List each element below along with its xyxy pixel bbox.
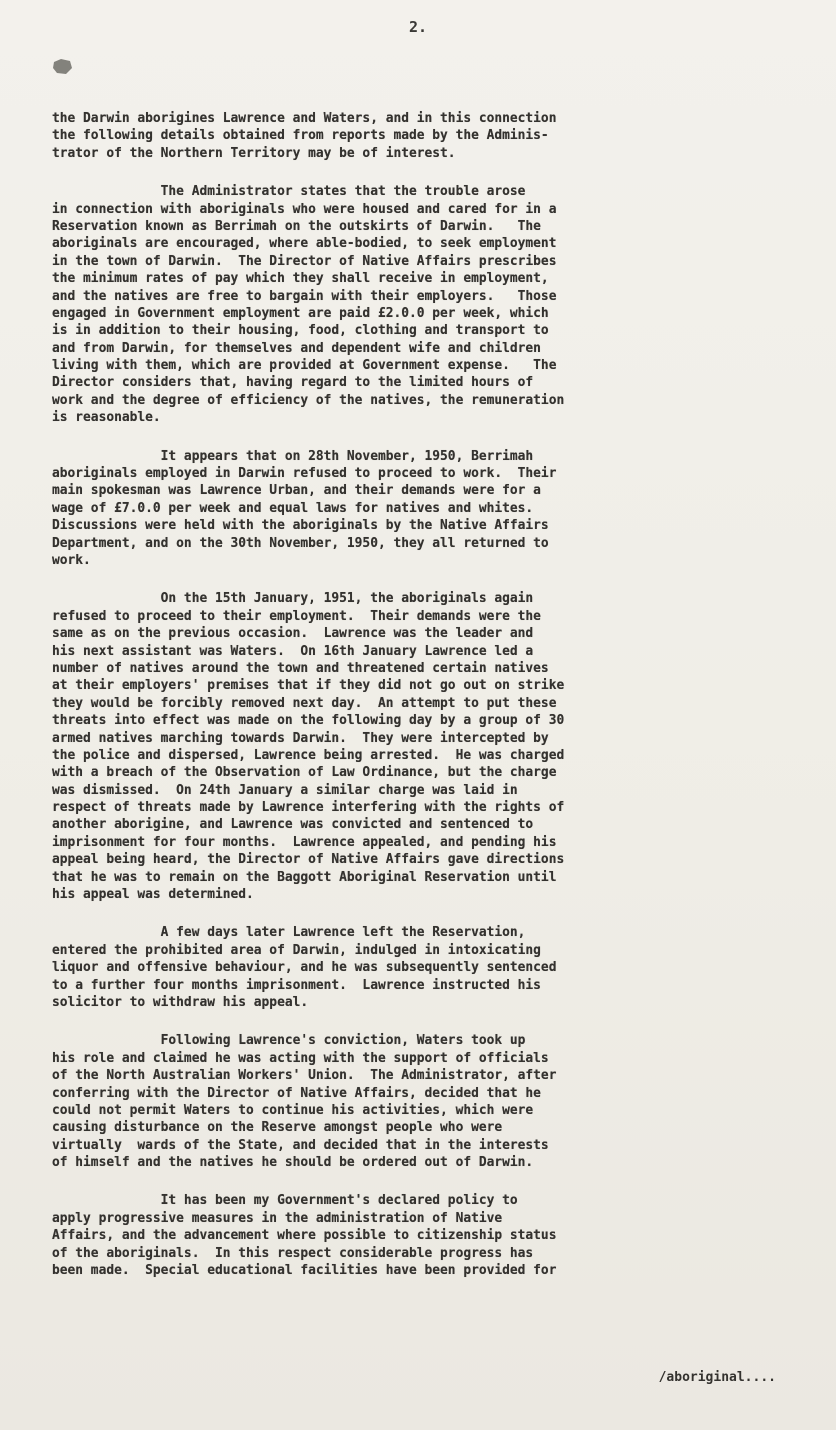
text-line: his role and claimed he was acting with the support of officials — [52, 1050, 549, 1066]
text-line: the following details obtained from reports made by the Adminis- — [52, 128, 549, 144]
text-line: The Administrator states that the trouble arose — [52, 184, 526, 200]
text-line: armed natives marching towards Darwin. They were intercepted by — [52, 730, 549, 746]
text-line: is in addition to their housing, food, clothing and transport to — [52, 323, 549, 339]
text-line: aboriginals are encouraged, where able-bodied, to seek employment — [52, 236, 557, 252]
letter-body — [52, 110, 812, 1300]
text-line: It appears that on 28th November, 1950, Berrimah — [52, 448, 534, 464]
text-line: number of natives around the town and threatened certain natives — [52, 660, 549, 676]
punch-hole-mark — [52, 58, 74, 76]
paragraph — [52, 1192, 812, 1279]
text-line: his appeal was determined. — [52, 887, 254, 903]
text-line: of the North Australian Workers' Union. The Administrator, after — [52, 1068, 557, 1084]
text-line: to a further four months imprisonment. Lawrence instructed his — [52, 977, 541, 993]
text-line: trator of the Northern Territory may be of interest. — [52, 145, 456, 161]
text-line: of himself and the natives he should be ordered out of Darwin. — [52, 1155, 534, 1171]
text-line: of the aboriginals. In this respect considerable progress has — [52, 1245, 534, 1261]
paragraph — [52, 183, 812, 426]
text-line: imprisonment for four months. Lawrence appealed, and pending his — [52, 834, 557, 850]
paragraph — [52, 110, 812, 162]
text-line: threats into effect was made on the following day by a group of 30 — [52, 713, 565, 729]
text-line: main spokesman was Lawrence Urban, and their demands were for a — [52, 483, 541, 499]
text-line: the minimum rates of pay which they shall receive in employment, — [52, 271, 549, 287]
text-line: in connection with aboriginals who were housed and cared for in a — [52, 201, 557, 217]
text-line: the police and dispersed, Lawrence being arrested. He was charged — [52, 747, 565, 763]
text-line: Discussions were held with the aboriginals by the Native Affairs — [52, 518, 549, 534]
text-line: entered the prohibited area of Darwin, indulged in intoxicating — [52, 942, 541, 958]
text-line: could not permit Waters to continue his activities, which were — [52, 1102, 534, 1118]
text-line: It has been my Government's declared policy to — [52, 1193, 518, 1209]
text-line: engaged in Government employment are paid £2.0.0 per week, which — [52, 305, 549, 321]
text-line: with a breach of the Observation of Law Ordinance, but the charge — [52, 765, 557, 781]
text-line: another aborigine, and Lawrence was convicted and sentenced to — [52, 817, 534, 833]
page-number: 2. — [408, 18, 428, 36]
text-line: and the natives are free to bargain with their employers. Those — [52, 288, 557, 304]
text-line: respect of threats made by Lawrence interfering with the rights of — [52, 800, 565, 816]
text-line: his next assistant was Waters. On 16th January Lawrence led a — [52, 643, 534, 659]
text-line: conferring with the Director of Native Affairs, decided that he — [52, 1085, 541, 1101]
text-line: Following Lawrence's conviction, Waters took up — [52, 1033, 526, 1049]
text-line: On the 15th January, 1951, the aboriginals again — [52, 591, 534, 607]
paragraph — [52, 448, 812, 570]
text-line: aboriginals employed in Darwin refused to proceed to work. Their — [52, 466, 557, 482]
paragraph — [52, 590, 812, 903]
text-line: refused to proceed to their employment. Their demands were the — [52, 608, 541, 624]
text-line: work and the degree of efficiency of the natives, the remuneration — [52, 392, 565, 408]
text-line: Affairs, and the advancement where possible to citizenship status — [52, 1228, 557, 1244]
text-line: same as on the previous occasion. Lawrence was the leader and — [52, 626, 534, 642]
text-line: in the town of Darwin. The Director of Native Affairs prescribes — [52, 253, 557, 269]
text-line: virtually wards of the State, and decided that in the interests — [52, 1137, 549, 1153]
text-line: is reasonable. — [52, 410, 161, 426]
text-line: was dismissed. On 24th January a similar charge was laid in — [52, 782, 518, 798]
text-line: the Darwin aborigines Lawrence and Waters, and in this connection — [52, 111, 557, 126]
continuation-catchword: /aboriginal.... — [658, 1370, 776, 1385]
text-line: living with them, which are provided at Government expense. The — [52, 358, 557, 374]
text-line: and from Darwin, for themselves and dependent wife and children — [52, 340, 541, 356]
text-line: that he was to remain on the Baggott Aboriginal Reservation until — [52, 869, 557, 885]
text-line: solicitor to withdraw his appeal. — [52, 994, 309, 1010]
text-line: Department, and on the 30th November, 1950, they all returned to — [52, 535, 549, 551]
text-line: A few days later Lawrence left the Reservation, — [52, 925, 526, 941]
text-line: liquor and offensive behaviour, and he was subsequently sentenced — [52, 960, 557, 976]
text-line: work. — [52, 552, 91, 568]
text-line: wage of £7.0.0 per week and equal laws for natives and whites. — [52, 500, 534, 516]
text-line: been made. Special educational facilities have been provided for — [52, 1263, 557, 1279]
paragraph — [52, 924, 812, 1011]
text-line: causing disturbance on the Reserve amongst people who were — [52, 1120, 503, 1136]
text-line: Director considers that, having regard to the limited hours of — [52, 375, 534, 391]
text-line: appeal being heard, the Director of Native Affairs gave directions — [52, 852, 565, 868]
text-line: they would be forcibly removed next day. An attempt to put these — [52, 695, 557, 711]
text-line: at their employers' premises that if they did not go out on strike — [52, 678, 565, 694]
text-line: apply progressive measures in the administration of Native — [52, 1210, 503, 1226]
text-line: Reservation known as Berrimah on the outskirts of Darwin. The — [52, 218, 541, 234]
paragraph — [52, 1032, 812, 1171]
